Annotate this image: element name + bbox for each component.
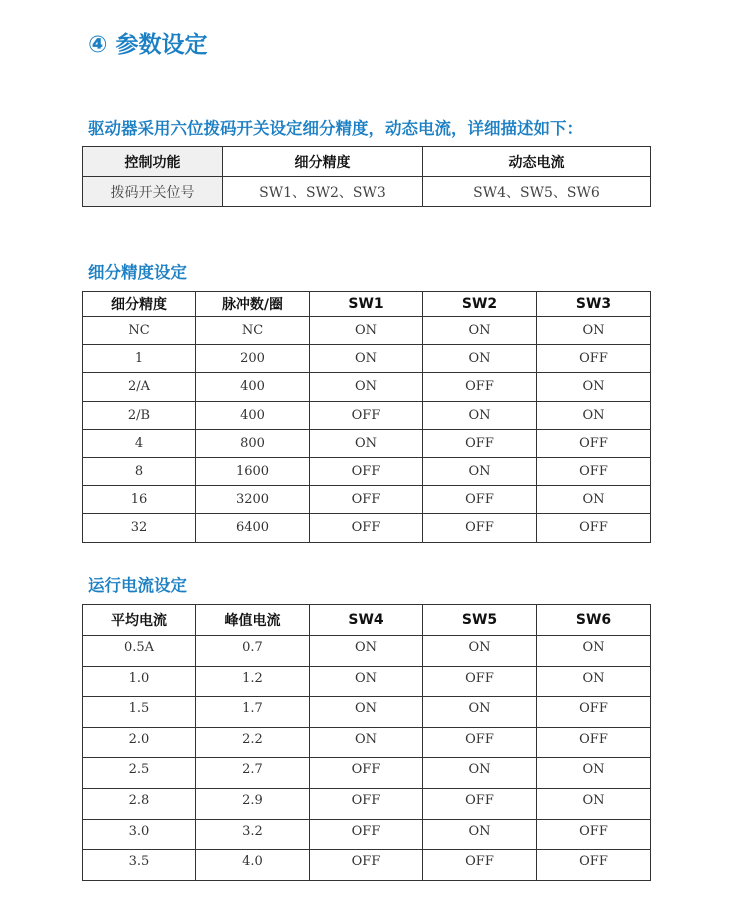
table-cell: ON (310, 727, 423, 758)
table-cell: NC (83, 317, 196, 345)
table-cell: OFF (537, 457, 651, 485)
table-cell: 16 (83, 486, 196, 514)
table-cell: OFF (423, 666, 537, 697)
table-cell: OFF (537, 850, 651, 881)
table-cell: 8 (83, 457, 196, 485)
table-row (83, 177, 651, 207)
table-row (83, 758, 651, 789)
table-cell: 2.0 (83, 727, 196, 758)
table-cell: OFF (423, 727, 537, 758)
table-row (83, 666, 651, 697)
header-cell: SW2 (423, 292, 537, 317)
table-row (83, 819, 651, 850)
table-cell: 1.5 (83, 697, 196, 728)
table-cell: 400 (196, 373, 310, 401)
table-cell: ON (423, 401, 537, 429)
table-cell: ON (423, 345, 537, 373)
table-row (83, 514, 651, 542)
table-cell: 800 (196, 429, 310, 457)
table-row (83, 429, 651, 457)
table-row (83, 317, 651, 345)
intro-text: 驱动器采用六位拨码开关设定细分精度，动态电流，详细描述如下： (88, 119, 583, 138)
table-header-row (83, 147, 651, 177)
microstep-table (82, 291, 651, 543)
table-cell: OFF (310, 758, 423, 789)
table-cell: 2/A (83, 373, 196, 401)
table-cell: OFF (537, 697, 651, 728)
table-cell: ON (310, 345, 423, 373)
table-cell: 6400 (196, 514, 310, 542)
table-cell: 32 (83, 514, 196, 542)
table-cell: OFF (537, 819, 651, 850)
table-cell: 2.8 (83, 788, 196, 819)
header-cell: SW1 (310, 292, 423, 317)
table-cell: OFF (423, 486, 537, 514)
table-cell: ON (310, 666, 423, 697)
table-row (83, 697, 651, 728)
table-cell: 拨码开关位号 (83, 177, 223, 207)
table-cell: ON (537, 401, 651, 429)
table-cell: OFF (423, 788, 537, 819)
table-cell: 400 (196, 401, 310, 429)
table-cell: OFF (537, 429, 651, 457)
table-header-row (83, 292, 651, 317)
table-cell: ON (537, 317, 651, 345)
table-cell: 1.0 (83, 666, 196, 697)
table-cell: ON (310, 429, 423, 457)
table-cell: OFF (423, 514, 537, 542)
table-cell: 3.0 (83, 819, 196, 850)
microstep-heading: 细分精度设定 (88, 263, 187, 282)
table-cell: 4.0 (196, 850, 310, 881)
table-row (83, 727, 651, 758)
table-cell: OFF (310, 819, 423, 850)
header-cell: 控制功能 (83, 147, 223, 177)
table-cell: 2.7 (196, 758, 310, 789)
table-cell: 200 (196, 345, 310, 373)
table-cell: 1.7 (196, 697, 310, 728)
table-cell: ON (423, 317, 537, 345)
table-cell: 3.2 (196, 819, 310, 850)
table-cell: 3200 (196, 486, 310, 514)
table-cell: ON (310, 373, 423, 401)
current-heading: 运行电流设定 (88, 576, 187, 595)
table-cell: ON (537, 636, 651, 667)
table-cell: ON (310, 697, 423, 728)
table-cell: OFF (537, 345, 651, 373)
table-row (83, 373, 651, 401)
table-row (83, 345, 651, 373)
table-cell: OFF (310, 457, 423, 485)
table-cell: ON (310, 636, 423, 667)
table-cell: ON (310, 317, 423, 345)
table-cell: ON (423, 819, 537, 850)
header-cell: 细分精度 (223, 147, 423, 177)
table-row (83, 486, 651, 514)
header-cell: SW5 (423, 605, 537, 636)
table-cell: SW1、SW2、SW3 (223, 177, 423, 207)
header-cell: SW4 (310, 605, 423, 636)
table-cell: SW4、SW5、SW6 (423, 177, 651, 207)
overview-table (82, 146, 651, 207)
table-row (83, 850, 651, 881)
table-cell: OFF (537, 514, 651, 542)
table-row (83, 788, 651, 819)
header-cell: 脉冲数/圈 (196, 292, 310, 317)
table-cell: 4 (83, 429, 196, 457)
header-cell: 峰值电流 (196, 605, 310, 636)
table-cell: NC (196, 317, 310, 345)
table-cell: ON (537, 373, 651, 401)
table-cell: OFF (310, 788, 423, 819)
current-table (82, 604, 651, 881)
table-cell: OFF (310, 486, 423, 514)
table-cell: ON (423, 697, 537, 728)
table-cell: 2/B (83, 401, 196, 429)
table-cell: ON (537, 666, 651, 697)
table-row (83, 457, 651, 485)
table-header-row (83, 605, 651, 636)
header-cell: SW3 (537, 292, 651, 317)
table-cell: OFF (423, 429, 537, 457)
table-cell: 3.5 (83, 850, 196, 881)
table-cell: ON (537, 788, 651, 819)
table-cell: ON (423, 457, 537, 485)
table-row (83, 401, 651, 429)
table-cell: ON (423, 758, 537, 789)
header-cell: SW6 (537, 605, 651, 636)
table-cell: 1.2 (196, 666, 310, 697)
header-cell: 平均电流 (83, 605, 196, 636)
section-title: ④ 参数设定 (88, 32, 208, 58)
table-cell: 2.9 (196, 788, 310, 819)
table-cell: ON (537, 758, 651, 789)
table-cell: OFF (423, 850, 537, 881)
table-cell: 0.7 (196, 636, 310, 667)
table-cell: ON (537, 486, 651, 514)
table-cell: 2.2 (196, 727, 310, 758)
table-cell: OFF (310, 514, 423, 542)
table-cell: OFF (310, 850, 423, 881)
table-cell: 1600 (196, 457, 310, 485)
table-cell: 0.5A (83, 636, 196, 667)
table-cell: 2.5 (83, 758, 196, 789)
header-cell: 细分精度 (83, 292, 196, 317)
table-cell: 1 (83, 345, 196, 373)
header-cell: 动态电流 (423, 147, 651, 177)
table-cell: OFF (423, 373, 537, 401)
table-cell: ON (423, 636, 537, 667)
table-row (83, 636, 651, 667)
table-cell: OFF (537, 727, 651, 758)
table-cell: OFF (310, 401, 423, 429)
